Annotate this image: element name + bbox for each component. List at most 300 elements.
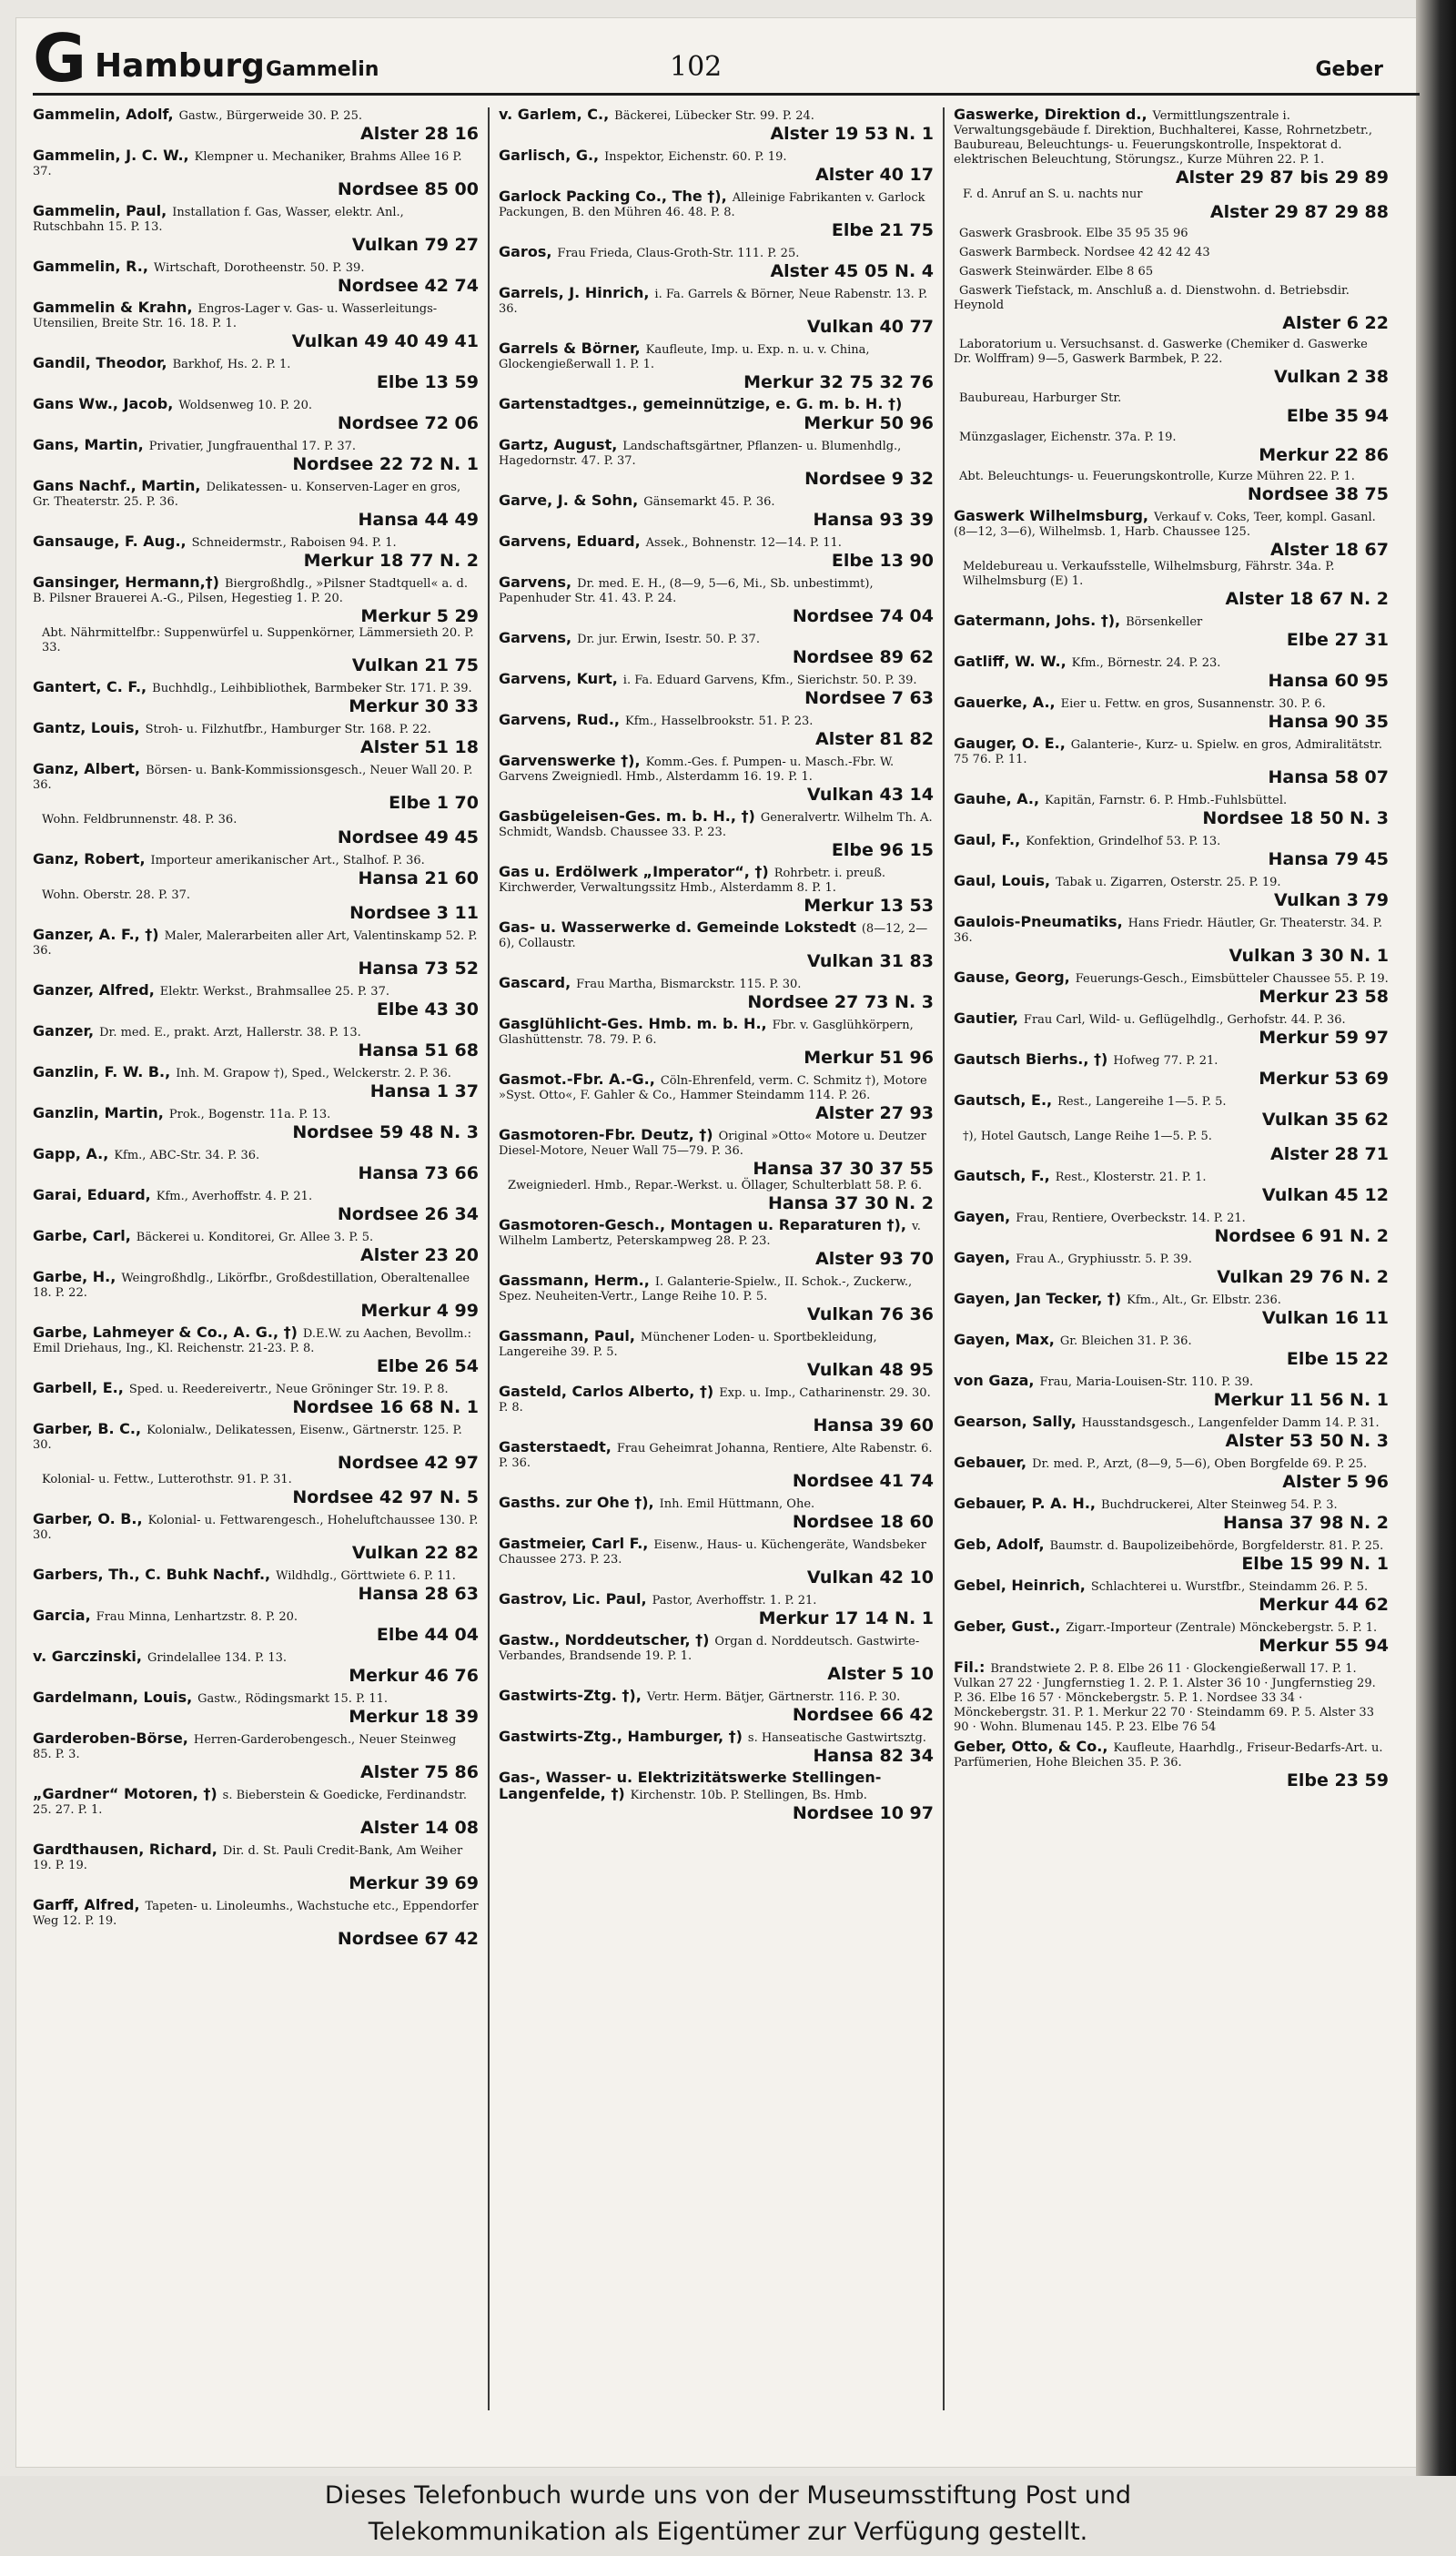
entry-description: Wildhdlg., Görttwiete 6. P. 11. xyxy=(276,1569,456,1583)
entry-phone: Nordsee 59 48 N. 3 xyxy=(292,1122,479,1142)
entry-name: Gause, Georg, xyxy=(954,969,1070,986)
entry-description: Feuerungs-Gesch., Eimsbütteler Chaussee 55. P. 19. xyxy=(1075,972,1389,986)
directory-entry xyxy=(33,928,479,979)
directory-entry xyxy=(33,1325,479,1376)
directory-entry xyxy=(954,1496,1389,1533)
entry-name: Gasteld, Carlos Alberto, †) xyxy=(499,1383,714,1400)
directory-entry xyxy=(954,1537,1389,1574)
entry-description: Bäckerei, Lübecker Str. 99. P. 24. xyxy=(614,109,814,123)
entry-phone: Nordsee 72 06 xyxy=(337,413,479,433)
entry-sub-phone: Hansa 37 30 N. 2 xyxy=(767,1193,934,1213)
entry-description: Kfm., Averhoffstr. 4. P. 21. xyxy=(156,1190,313,1203)
entry-description: Münzgaslager, Eichenstr. 37a. P. 19. xyxy=(959,431,1177,444)
entry-description: Kolonialw., Delikatessen, Eisenw., Gärtnerstr. 125. P. 30. xyxy=(33,1424,462,1452)
directory-columns xyxy=(33,107,1398,2410)
entry-phone: Alster 18 67 xyxy=(1270,540,1389,560)
entry-sub-address: †), Hotel Gautsch, Lange Reihe 1—5. P. 5. xyxy=(963,1130,1212,1143)
entry-name: Gautsch, F., xyxy=(954,1167,1050,1184)
directory-entry xyxy=(954,1660,1389,1735)
entry-description: Börsen- u. Bank-Kommissionsgesch., Neuer Wall 20. P. 36. xyxy=(33,764,473,792)
directory-entry xyxy=(33,397,479,433)
entry-phone: Alster 93 70 xyxy=(815,1249,934,1269)
entry-description: Engros-Lager v. Gas- u. Wasserleitungs-Utensilien, Breite Str. 16. 18. P. 1. xyxy=(33,302,438,330)
directory-entry xyxy=(33,534,479,571)
directory-entry xyxy=(499,809,934,860)
entry-name: Gandil, Theodor, xyxy=(33,354,167,371)
entry-name: Garlisch, G., xyxy=(499,147,600,164)
range-end: Geber xyxy=(1315,58,1383,81)
entry-name: Gauerke, A., xyxy=(954,694,1056,711)
directory-entry xyxy=(954,1740,1389,1790)
directory-entry xyxy=(499,1017,934,1068)
directory-entry xyxy=(954,107,1389,222)
entry-phone: Nordsee 16 68 N. 1 xyxy=(292,1397,479,1417)
entry-name: Garvens, Eduard, xyxy=(499,532,641,550)
entry-phone: Vulkan 16 11 xyxy=(1261,1308,1389,1328)
entry-name: Gatermann, Johs. †), xyxy=(954,612,1121,629)
entry-description: Cöln-Ehrenfeld, verm. C. Schmitz †), Motore »Syst. Otto«, F. Gahler & Co., Hammer Steindamm 114. P. 26. xyxy=(499,1074,927,1102)
entry-phone: Merkur 5 29 xyxy=(360,606,479,626)
entry-name: Gasmotoren-Gesch., Montagen u. Reparaturen †), xyxy=(499,1216,906,1233)
entry-phone: Nordsee 42 74 xyxy=(337,276,479,296)
entry-phone: Merkur 59 97 xyxy=(1259,1028,1389,1048)
entry-phone: Nordsee 6 91 N. 2 xyxy=(1214,1226,1389,1246)
entry-description: Kirchenstr. 10b. P. Stellingen, Bs. Hmb. xyxy=(630,1789,867,1802)
entry-phone: Merkur 53 69 xyxy=(1259,1069,1389,1089)
entry-phone: Alster 75 86 xyxy=(360,1762,479,1782)
column-2 xyxy=(488,107,943,2410)
entry-sub-phone: Alster 29 87 29 88 xyxy=(1209,202,1389,222)
entry-description: Inspektor, Eichenstr. 60. P. 19. xyxy=(604,150,787,164)
directory-entry xyxy=(33,1567,479,1604)
entry-name: Gasterstaedt, xyxy=(499,1438,612,1456)
entry-description: Woldsenweg 10. P. 20. xyxy=(178,399,312,412)
entry-phone: Alster 27 93 xyxy=(815,1103,934,1123)
entry-phone: Merkur 55 94 xyxy=(1259,1636,1389,1656)
entry-description: Dr. med. E., prakt. Arzt, Hallerstr. 38. P. 13. xyxy=(99,1026,361,1040)
directory-entry xyxy=(954,1292,1389,1328)
directory-entry xyxy=(33,1512,479,1563)
entry-name: Garvens, xyxy=(499,573,572,591)
entry-phone: Vulkan 2 38 xyxy=(1274,367,1389,387)
entry-description: Exp. u. Imp., Catharinenstr. 29. 30. P. 8. xyxy=(499,1386,931,1415)
directory-entry xyxy=(33,1147,479,1183)
entry-name: Garos, xyxy=(499,243,552,260)
entry-phone: Merkur 18 39 xyxy=(349,1707,479,1727)
entry-phone: Merkur 23 58 xyxy=(1259,987,1389,1007)
entry-description: Dr. med. P., Arzt, (8—9, 5—6), Oben Borgfelde 69. P. 25. xyxy=(1032,1457,1368,1471)
entry-phone: Vulkan 43 14 xyxy=(806,785,934,805)
entry-phone: Hansa 1 37 xyxy=(369,1081,479,1101)
directory-entry xyxy=(954,1619,1389,1656)
entry-phone: Elbe 43 30 xyxy=(376,999,479,1019)
directory-entry xyxy=(499,286,934,337)
entry-phone: Hansa 73 52 xyxy=(358,958,479,979)
entry-description: Kolonial- u. Fettwarengesch., Hoheluftchaussee 130. P. 30. xyxy=(33,1514,479,1542)
directory-entry xyxy=(954,1052,1389,1089)
directory-entry xyxy=(33,1065,479,1101)
directory-entry xyxy=(33,1381,479,1417)
directory-entry xyxy=(954,1169,1389,1205)
directory-entry xyxy=(954,246,1389,260)
entry-phone: Hansa 37 30 37 55 xyxy=(753,1159,934,1179)
entry-name: Gautier, xyxy=(954,1009,1018,1027)
entry-name: Gastw., Norddeutscher, †) xyxy=(499,1631,710,1648)
entry-name: Garbe, H., xyxy=(33,1268,116,1285)
entry-description: Sped. u. Reedereivertr., Neue Gröninger Str. 19. P. 8. xyxy=(128,1383,449,1396)
entry-description: Brandstwiete 2. P. 8. Elbe 26 11 · Glockengießerwall 17. P. 1. Vulkan 27 22 · Jungfernstieg 1. 2. P. 1. Alster 36 10 · Jungfernstieg 29. P. 36. Elbe 16 57 · Mönckebergstr. 5. P. 1. Nordsee 33 34 · Mönckebergstr. 31. P. 1. Merkur 22 70 · Steindamm 69. P. 5. Alster 33 90 · Wohn. Blumenau 145. P. 23. Elbe 76 54 xyxy=(954,1662,1376,1734)
entry-name: Garff, Alfred, xyxy=(33,1896,140,1913)
entry-phone: Nordsee 22 72 N. 1 xyxy=(292,454,479,474)
entry-sub-address: Abt. Nährmittelfbr.: Suppenwürfel u. Suppenkörner, Lämmersieth 20. P. 33. xyxy=(42,626,474,654)
entry-description: Bäckerei u. Konditorei, Gr. Allee 3. P. 5. xyxy=(136,1231,374,1244)
entry-phone: Alster 29 87 bis 29 89 xyxy=(1175,167,1389,188)
entry-name: Gantert, C. F., xyxy=(33,678,147,695)
entry-phone: Nordsee 38 75 xyxy=(1247,484,1389,504)
entry-name: Gautsch, E., xyxy=(954,1091,1053,1109)
entry-name: Garve, J. & Sohn, xyxy=(499,492,639,509)
entry-description: i. Fa. Garrels & Börner, Neue Rabenstr. 13. P. 36. xyxy=(499,288,928,316)
directory-entry xyxy=(954,391,1389,426)
entry-name: Ganz, Robert, xyxy=(33,850,146,867)
entry-description: Gaswerk Steinwärder. Elbe 8 65 xyxy=(959,265,1154,279)
directory-entry xyxy=(33,983,479,1019)
directory-entry xyxy=(33,1270,479,1321)
entry-phone: Vulkan 35 62 xyxy=(1261,1110,1389,1130)
entry-phone: Merkur 32 75 32 76 xyxy=(743,372,934,392)
entry-description: Gastw., Rödingsmarkt 15. P. 11. xyxy=(197,1692,389,1706)
directory-entry xyxy=(954,736,1389,787)
entry-description: Importeur amerikanischer Art., Stalhof. P. 36. xyxy=(150,854,425,867)
entry-description: Frau Frieda, Claus-Groth-Str. 111. P. 25. xyxy=(557,247,800,260)
entry-phone: Vulkan 45 12 xyxy=(1261,1185,1389,1205)
entry-name: Garrels, J. Hinrich, xyxy=(499,284,650,301)
directory-entry xyxy=(954,338,1389,387)
directory-entry xyxy=(33,204,479,255)
entry-phone: Vulkan 76 36 xyxy=(806,1304,934,1324)
entry-name: Gammelin & Krahn, xyxy=(33,299,193,316)
entry-description: I. Galanterie-Spielw., II. Schok.-, Zuckerw., Spez. Neuheiten-Vertr., Lange Reihe 10. P. 5. xyxy=(499,1275,913,1303)
entry-phone: Vulkan 31 83 xyxy=(806,951,934,971)
directory-entry xyxy=(499,189,934,240)
entry-name: Ganzer, Alfred, xyxy=(33,981,155,999)
entry-phone: Nordsee 18 50 N. 3 xyxy=(1202,808,1389,828)
directory-entry xyxy=(33,852,479,923)
entry-description: Organ d. Norddeutsch. Gastwirte-Verbandes, Brandsende 19. P. 1. xyxy=(499,1635,920,1663)
directory-entry xyxy=(499,575,934,626)
entry-description: Buchhdlg., Leihbibliothek, Barmbeker Str. 171. P. 39. xyxy=(152,682,472,695)
entry-phone: Hansa 51 68 xyxy=(358,1040,479,1060)
entry-description: Elektr. Werkst., Brahmsallee 25. P. 37. xyxy=(159,985,389,999)
directory-entry xyxy=(33,1608,479,1645)
entry-phone: Nordsee 74 04 xyxy=(792,606,934,626)
entry-phone: Alster 6 22 xyxy=(1282,313,1389,333)
entry-description: Laboratorium u. Versuchsanst. d. Gaswerke (Chemiker d. Gaswerke Dr. Wolffram) 9—5, Gaswerk Barmbek, P. 22. xyxy=(954,338,1368,366)
entry-description: Wirtschaft, Dorotheenstr. 50. P. 39. xyxy=(153,261,365,275)
entry-description: Kaufleute, Imp. u. Exp. n. u. v. China, Glockengießerwall 1. P. 1. xyxy=(499,343,870,371)
entry-name: Gauger, O. E., xyxy=(954,735,1066,752)
directory-entry xyxy=(499,1273,934,1324)
entry-description: Frau, Maria-Louisen-Str. 110. P. 39. xyxy=(1039,1375,1254,1389)
entry-name: Garai, Eduard, xyxy=(33,1186,151,1203)
entry-phone: Elbe 35 94 xyxy=(1286,406,1389,426)
directory-entry xyxy=(499,1329,934,1380)
entry-name: Gassmann, Herm., xyxy=(499,1272,650,1289)
directory-entry xyxy=(33,300,479,351)
entry-description: v. Wilhelm Lambertz, Peterskampweg 28. P. 23. xyxy=(499,1220,921,1248)
directory-entry xyxy=(499,1440,934,1491)
entry-phone: Hansa 44 49 xyxy=(358,510,479,530)
directory-entry xyxy=(954,1011,1389,1048)
directory-entry xyxy=(499,865,934,916)
directory-entry xyxy=(954,915,1389,966)
entry-description: Abt. Beleuchtungs- u. Feuerungskontrolle, Kurze Mühren 22. P. 1. xyxy=(959,470,1355,483)
directory-entry xyxy=(33,1842,479,1893)
entry-description: Gastw., Bürgerweide 30. P. 25. xyxy=(178,109,362,123)
directory-entry xyxy=(954,1578,1389,1615)
column-1 xyxy=(33,107,488,2410)
directory-entry xyxy=(499,397,934,433)
entry-description: Münchener Loden- u. Sportbekleidung, Langereihe 39. P. 5. xyxy=(499,1331,877,1359)
entry-description: Inh. Emil Hüttmann, Ohe. xyxy=(659,1497,815,1511)
entry-phone: Vulkan 22 82 xyxy=(351,1543,479,1563)
entry-description: s. Bieberstein & Goedicke, Ferdinandstr. 25. 27. P. 1. xyxy=(33,1789,468,1817)
entry-phone: Elbe 13 59 xyxy=(376,372,479,392)
entry-phone: Vulkan 48 95 xyxy=(806,1360,934,1380)
entry-description: Installation f. Gas, Wasser, elektr. Anl., Rutschbahn 15. P. 13. xyxy=(33,206,404,234)
entry-phone: Elbe 15 99 N. 1 xyxy=(1241,1554,1389,1574)
entry-name: Gammelin, Adolf, xyxy=(33,107,174,123)
entry-description: Weingroßhdlg., Likörfbr., Großdestillation, Oberaltenallee 18. P. 22. xyxy=(33,1272,470,1300)
entry-name: Garbe, Carl, xyxy=(33,1227,131,1244)
directory-entry xyxy=(499,1072,934,1123)
entry-description: Dr. med. E. H., (8—9, 5—6, Mi., Sb. unbestimmt), Papenhuder Str. 41. 43. P. 24. xyxy=(499,577,874,605)
entry-phone: Alster 81 82 xyxy=(815,729,934,749)
entry-name: Gasmot.-Fbr. A.-G., xyxy=(499,1070,655,1088)
directory-entry xyxy=(954,1093,1389,1164)
entry-name: Garderoben-Börse, xyxy=(33,1729,188,1747)
entry-phone: Nordsee 27 73 N. 3 xyxy=(747,992,934,1012)
entry-name: Gaulois-Pneumatiks, xyxy=(954,913,1123,930)
entry-phone: Alster 14 08 xyxy=(360,1818,479,1838)
entry-name: „Gardner“ Motoren, †) xyxy=(33,1785,217,1802)
entry-name: Gastmeier, Carl F., xyxy=(499,1535,649,1552)
entry-description: Stroh- u. Filzhutfbr., Hamburger Str. 168. P. 22. xyxy=(145,723,431,736)
directory-entry xyxy=(33,575,479,675)
entry-sub-phone: Alster 28 71 xyxy=(1270,1144,1389,1164)
entry-phone: Vulkan 79 27 xyxy=(351,235,479,255)
directory-entry xyxy=(499,1689,934,1725)
entry-name: Gebauer, xyxy=(954,1454,1027,1471)
entry-phone: Elbe 13 90 xyxy=(831,551,934,571)
entry-phone: Merkur 13 53 xyxy=(804,896,934,916)
directory-entry xyxy=(499,341,934,392)
entry-phone: Vulkan 3 30 N. 1 xyxy=(1228,946,1389,966)
directory-entry xyxy=(33,356,479,392)
entry-name: Gasmotoren-Fbr. Deutz, †) xyxy=(499,1126,713,1143)
entry-description: Rohrbetr. i. preuß. Kirchwerder, Verwaltungssitz Hmb., Alsterdamm 8. P. 1. xyxy=(499,867,886,895)
entry-description: Kfm., Alt., Gr. Elbstr. 236. xyxy=(1127,1293,1281,1307)
entry-description: Frau Martha, Bismarckstr. 115. P. 30. xyxy=(576,978,802,991)
entry-phone: Vulkan 42 10 xyxy=(806,1567,934,1587)
entry-description: Barkhof, Hs. 2. P. 1. xyxy=(172,358,291,371)
directory-entry xyxy=(499,1128,934,1213)
entry-name: Gayen, Max, xyxy=(954,1331,1055,1348)
entry-description: s. Hanseatische Gastwirtsztg. xyxy=(747,1731,926,1745)
entry-phone: Alster 53 50 N. 3 xyxy=(1225,1431,1389,1451)
entry-description: Hausstandsgesch., Langenfelder Damm 14. P. 31. xyxy=(1081,1416,1380,1430)
entry-name: Garlock Packing Co., The †), xyxy=(499,188,727,205)
entry-name: Garber, O. B., xyxy=(33,1510,143,1527)
entry-description: Dr. jur. Erwin, Isestr. 50. P. 37. xyxy=(577,633,760,646)
entry-name: Gascard, xyxy=(499,974,571,991)
entry-name: Gans, Martin, xyxy=(33,436,144,453)
directory-entry xyxy=(33,1024,479,1060)
entry-phone: Merkur 44 62 xyxy=(1259,1595,1389,1615)
entry-phone: Hansa 93 39 xyxy=(813,510,934,530)
entry-phone: Alster 45 05 N. 4 xyxy=(770,261,934,281)
entry-description: Komm.-Ges. f. Pumpen- u. Masch.-Fbr. W. Garvens Zweigniedl. Hmb., Alsterdamm 16. 19. P. 1. xyxy=(499,756,895,784)
directory-entry xyxy=(499,1729,934,1766)
entry-phone: Nordsee 67 42 xyxy=(337,1929,479,1949)
entry-description: Generalvertr. Wilhelm Th. A. Schmidt, Wandsb. Chaussee 33. P. 23. xyxy=(499,811,933,839)
entry-sub-address: Zweigniederl. Hmb., Repar.-Werkst. u. Öllager, Schulterblatt 58. P. 6. xyxy=(508,1179,923,1192)
directory-entry xyxy=(33,148,479,199)
directory-entry xyxy=(33,762,479,847)
entry-name: Gauhe, A., xyxy=(954,790,1040,807)
entry-description: Hans Friedr. Häutler, Gr. Theaterstr. 34. P. 36. xyxy=(954,917,1383,945)
directory-entry xyxy=(954,284,1389,333)
directory-entry xyxy=(954,654,1389,691)
entry-description: Kapitän, Farnstr. 6. P. Hmb.-Fuhlsbüttel. xyxy=(1045,794,1288,807)
entry-phone: Merkur 46 76 xyxy=(349,1666,479,1686)
directory-entry xyxy=(499,754,934,805)
entry-phone: Hansa 28 63 xyxy=(358,1584,479,1604)
directory-entry xyxy=(33,259,479,296)
directory-entry xyxy=(954,265,1389,279)
entry-description: Maler, Malerarbeiten aller Art, Valentinskamp 52. P. 36. xyxy=(33,929,478,958)
directory-entry xyxy=(954,470,1389,504)
entry-name: Gartenstadtges., gemeinnützige, e. G. m. b. H. †) xyxy=(499,395,903,412)
entry-name: Garcia, xyxy=(33,1607,91,1624)
entry-name: von Gaza, xyxy=(954,1372,1035,1389)
entry-description: Zigarr.-Importeur (Zentrale) Mönckebergstr. 5. P. 1. xyxy=(1066,1621,1378,1635)
entry-description: Gaswerk Grasbrook. Elbe 35 95 35 96 xyxy=(959,227,1188,240)
entry-name: Ganzer, A. F., †) xyxy=(33,926,159,943)
column-3 xyxy=(943,107,1398,2410)
entry-description: Eier u. Fettw. en gros, Susannenstr. 30. P. 6. xyxy=(1060,697,1326,711)
entry-name: Geber, Otto, & Co., xyxy=(954,1738,1108,1755)
directory-entry xyxy=(499,1537,934,1587)
directory-entry xyxy=(954,1374,1389,1410)
entry-description: Vertr. Herm. Bätjer, Gärtnerstr. 116. P. 30. xyxy=(646,1690,901,1704)
entry-phone: Nordsee 10 97 xyxy=(792,1803,934,1823)
entry-description: Gr. Bleichen 31. P. 36. xyxy=(1059,1334,1192,1348)
entry-description: Frau Minna, Lenhartzstr. 8. P. 20. xyxy=(96,1610,298,1624)
entry-phone: Nordsee 42 97 xyxy=(337,1453,479,1473)
entry-description: Gänsemarkt 45. P. 36. xyxy=(643,495,775,509)
entry-phone: Merkur 50 96 xyxy=(804,413,934,433)
entry-phone: Hansa 79 45 xyxy=(1268,849,1389,869)
directory-entry xyxy=(33,107,479,144)
directory-entry xyxy=(499,672,934,708)
entry-phone: Elbe 21 75 xyxy=(831,220,934,240)
entry-description: (8—12, 2—6), Collaustr. xyxy=(499,922,928,950)
directory-entry xyxy=(499,631,934,667)
entry-name: Gaswerk Wilhelmsburg, xyxy=(954,507,1148,524)
entry-name: Gans Ww., Jacob, xyxy=(33,395,174,412)
entry-phone: Nordsee 26 34 xyxy=(337,1204,479,1224)
entry-name: Gapp, A., xyxy=(33,1145,109,1162)
entry-description: i. Fa. Eduard Garvens, Kfm., Sierichstr. 50. P. 39. xyxy=(622,674,917,687)
directory-entry xyxy=(954,970,1389,1007)
entry-name: Gatliff, W. W., xyxy=(954,653,1067,670)
entry-phone: Nordsee 9 32 xyxy=(804,469,934,489)
entry-description: Herren-Garderobengesch., Neuer Steinweg 85. P. 3. xyxy=(33,1733,457,1761)
entry-name: Garber, B. C., xyxy=(33,1420,142,1437)
entry-phone: Nordsee 85 00 xyxy=(337,179,479,199)
entry-name: Gaul, Louis, xyxy=(954,872,1051,889)
entry-phone: Elbe 26 54 xyxy=(376,1356,479,1376)
directory-entry xyxy=(499,1770,934,1823)
entry-phone: Elbe 44 04 xyxy=(376,1625,479,1645)
footer-notice xyxy=(0,2476,1456,2556)
entry-phone: Merkur 18 77 N. 2 xyxy=(303,551,479,571)
entry-sub-address: Wohn. Feldbrunnenstr. 48. P. 36. xyxy=(42,813,238,827)
directory-entry xyxy=(499,1633,934,1684)
entry-name: Gammelin, R., xyxy=(33,258,148,275)
directory-entry xyxy=(954,1210,1389,1246)
entry-name: Gantz, Louis, xyxy=(33,719,140,736)
entry-name: Gans Nachf., Martin, xyxy=(33,477,201,494)
directory-entry xyxy=(33,1422,479,1507)
entry-name: Ganzlin, Martin, xyxy=(33,1104,164,1121)
entry-sub-phone: Nordsee 42 97 N. 5 xyxy=(292,1487,479,1507)
entry-description: Klempner u. Mechaniker, Brahms Allee 16 P. 37. xyxy=(33,150,462,178)
entry-description: Börsenkeller xyxy=(1126,615,1203,629)
entry-sub-address: F. d. Anruf an S. u. nachts nur xyxy=(963,188,1143,201)
directory-entry xyxy=(499,1218,934,1269)
entry-name: Gayen, Jan Tecker, †) xyxy=(954,1290,1122,1307)
entry-description: Rest., Langereihe 1—5. P. 5. xyxy=(1057,1095,1227,1109)
directory-entry xyxy=(33,680,479,716)
entry-name: Ganzlin, F. W. B., xyxy=(33,1063,171,1080)
entry-phone: Alster 5 96 xyxy=(1282,1472,1389,1492)
entry-name: Gebel, Heinrich, xyxy=(954,1577,1086,1594)
directory-entry xyxy=(954,874,1389,910)
entry-sub-phone: Alster 18 67 N. 2 xyxy=(1225,589,1389,609)
entry-description: Inh. M. Grapow †), Sped., Welckerstr. 2. P. 36. xyxy=(176,1067,451,1080)
directory-entry xyxy=(499,534,934,571)
entry-name: Gastwirts-Ztg., Hamburger, †) xyxy=(499,1728,743,1745)
entry-name: v. Garczinski, xyxy=(33,1648,142,1665)
directory-entry xyxy=(499,713,934,749)
entry-name: Gas u. Erdölwerk „Imperator“, †) xyxy=(499,863,769,880)
entry-description: Frau Carl, Wild- u. Geflügelhdlg., Gerhofstr. 44. P. 36. xyxy=(1023,1013,1346,1027)
entry-sub-phone: Nordsee 3 11 xyxy=(349,903,479,923)
entry-name: Geb, Adolf, xyxy=(954,1536,1045,1553)
entry-phone: Elbe 1 70 xyxy=(389,793,479,813)
entry-description: Frau A., Gryphiusstr. 5. P. 39. xyxy=(1016,1253,1192,1266)
entry-name: Gammelin, Paul, xyxy=(33,202,167,219)
entry-name: Garbell, E., xyxy=(33,1379,124,1396)
entry-description: Tapeten- u. Linoleumhs., Wachstuche etc., Eppendorfer Weg 12. P. 19. xyxy=(33,1900,479,1928)
entry-phone: Merkur 17 14 N. 1 xyxy=(758,1608,934,1628)
entry-name: Gas- u. Wasserwerke d. Gemeinde Lokstedt xyxy=(499,918,856,936)
entry-name: Gansinger, Hermann,†) xyxy=(33,573,219,591)
directory-entry xyxy=(499,1496,934,1532)
entry-description: Dir. d. St. Pauli Credit-Bank, Am Weiher 19. P. 19. xyxy=(33,1844,463,1872)
